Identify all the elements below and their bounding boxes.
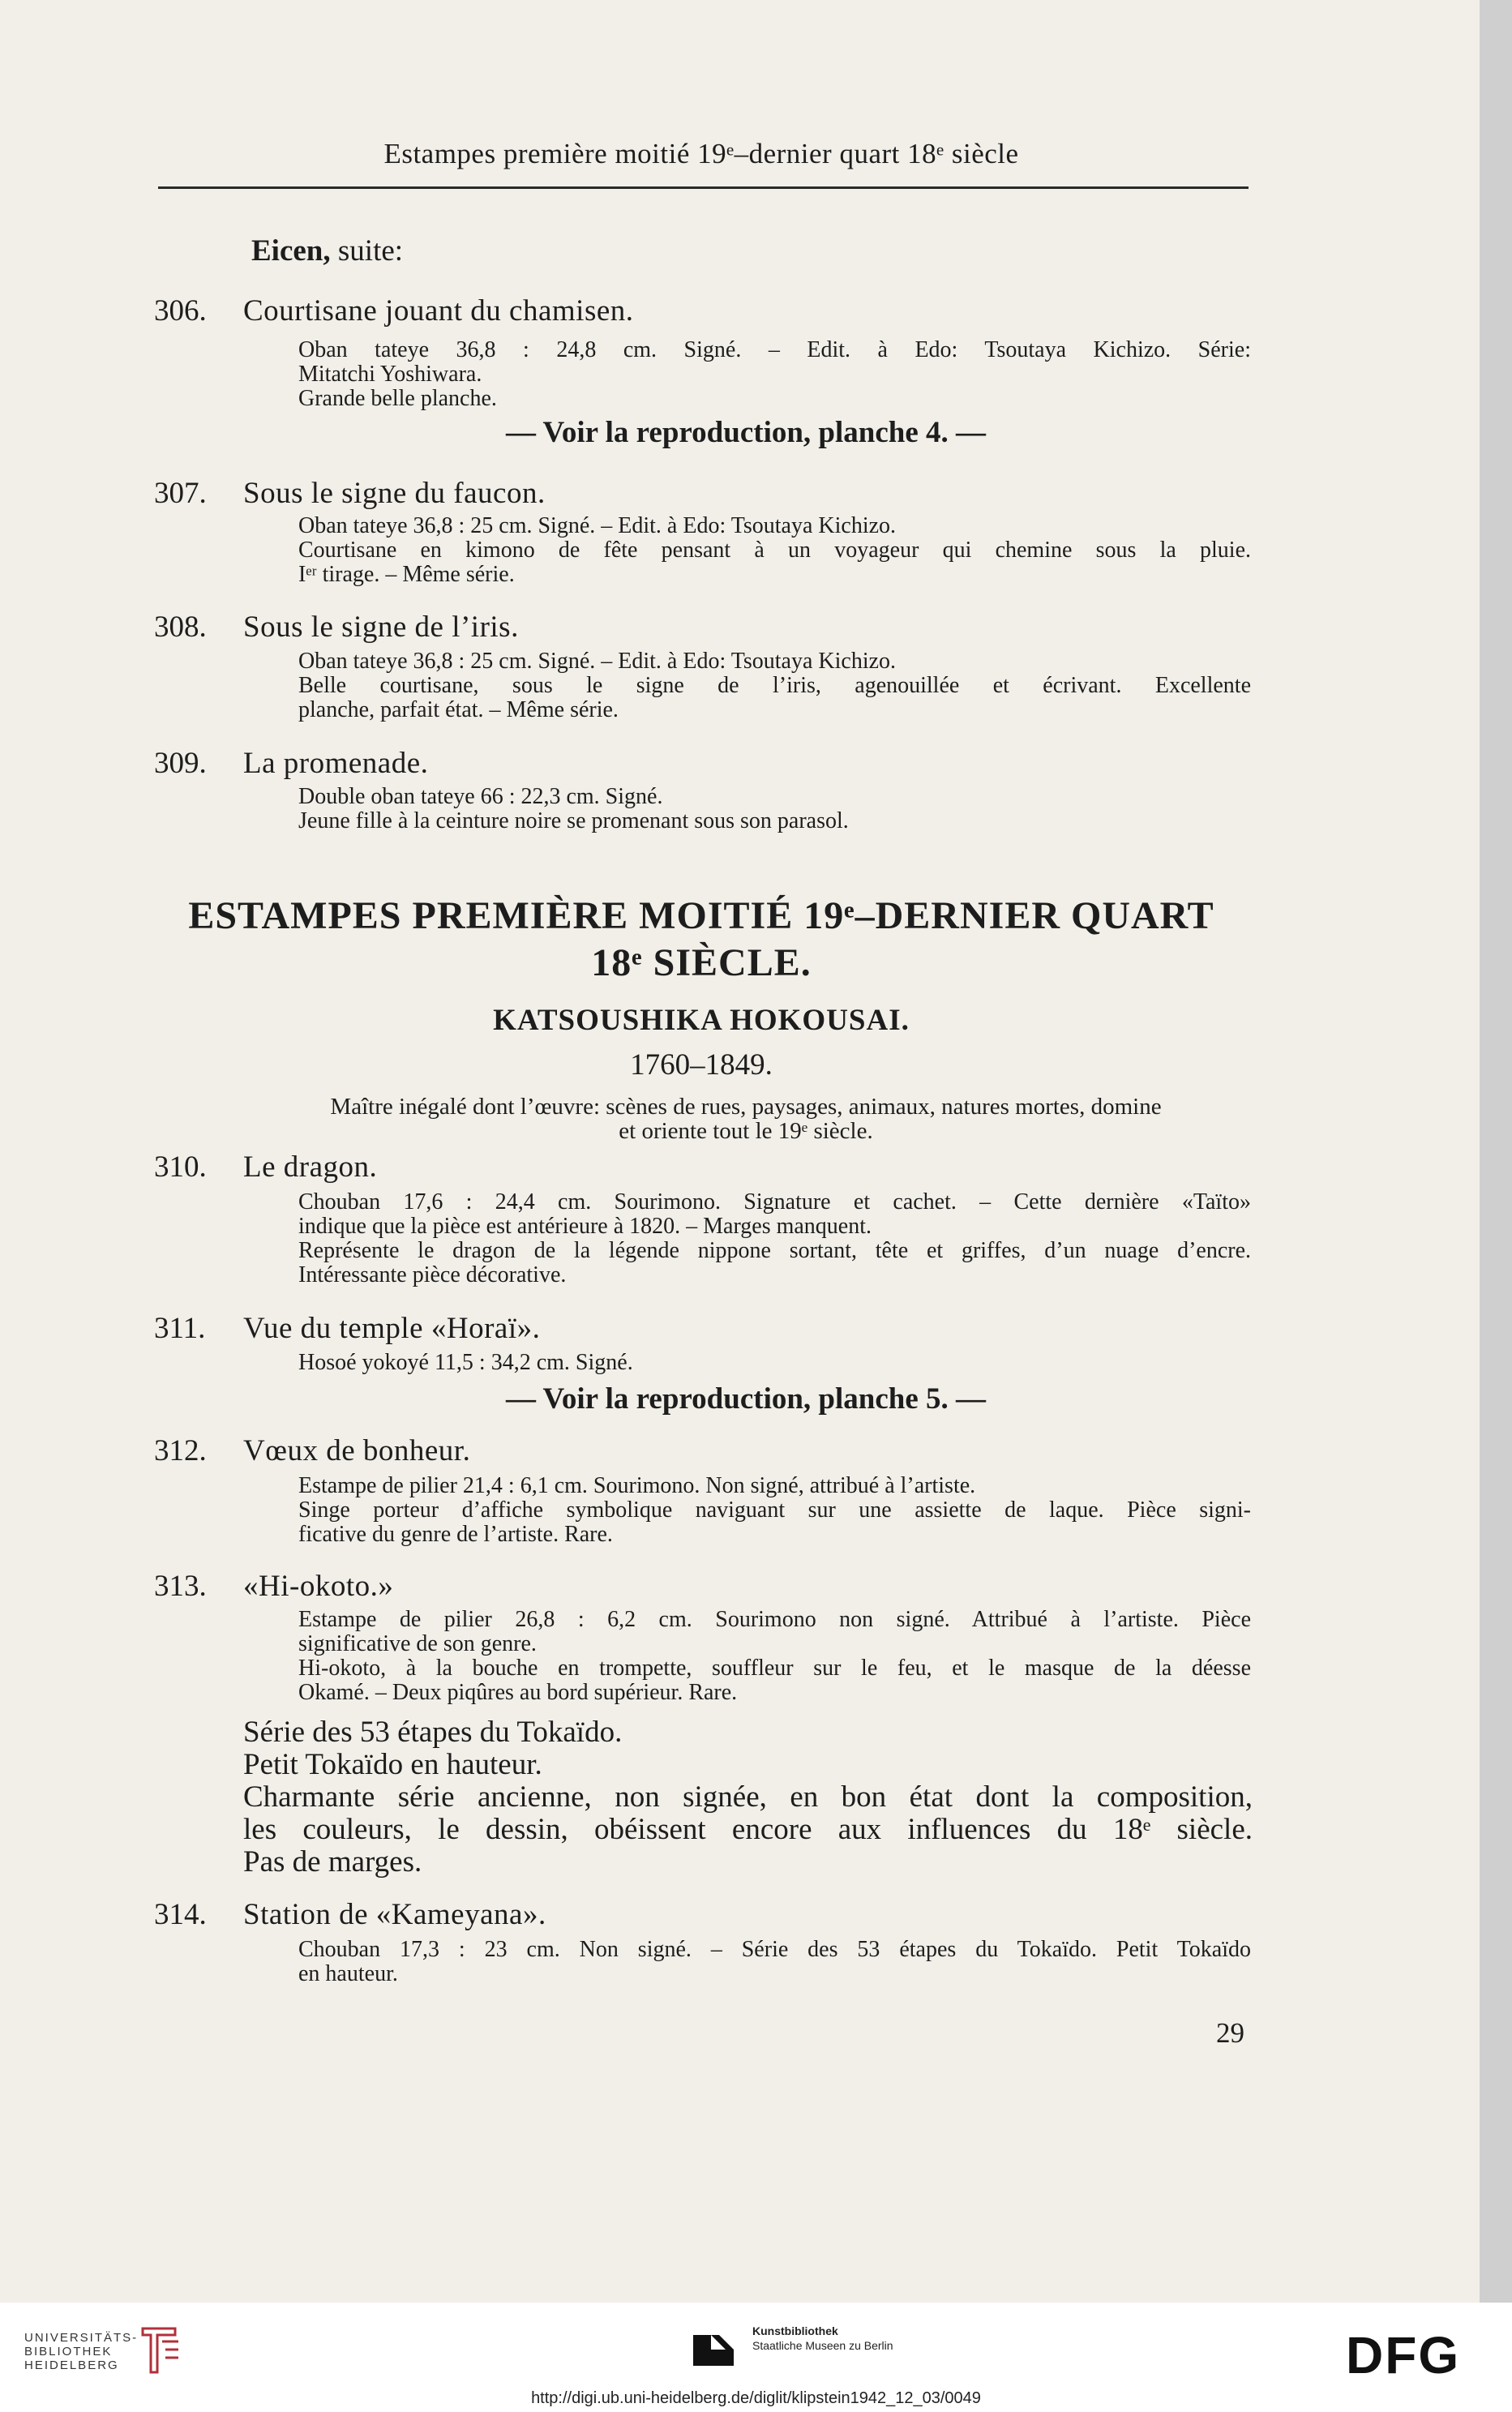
- detail-line: Oban tateye 36,8 : 25 cm. Signé. – Edit. à Edo: Tsoutaya Kichizo.: [298, 649, 897, 674]
- entry-number: 311.: [154, 1312, 206, 1345]
- detail-line: Chouban 17,3 : 23 cm. Non signé. – Série des 53 étapes du Tokaïdo. Petit Tokaïdo: [298, 1937, 1251, 1962]
- suite-label: suite:: [330, 234, 404, 268]
- entry-number: 312.: [154, 1434, 207, 1467]
- dfg-logo: DFG: [1346, 2326, 1461, 2384]
- detail-line: Chouban 17,6 : 24,4 cm. Sourimono. Signature et cachet. – Cette dernière «Taïto»: [298, 1189, 1251, 1215]
- entry-number: 306.: [154, 294, 207, 328]
- entry-title: Courtisane jouant du chamisen.: [243, 294, 634, 328]
- entry-details: [298, 649, 1251, 722]
- entry-number: 308.: [154, 610, 207, 644]
- kb-title: Kunstbibliothek: [752, 2324, 838, 2337]
- entry-title: Le dragon.: [243, 1150, 378, 1184]
- kb-subtitle: Staatliche Museen zu Berlin: [752, 2339, 893, 2352]
- kunstbibliothek-logo-icon: [693, 2327, 742, 2367]
- entry-title: Vue du temple «Horaï».: [243, 1312, 541, 1345]
- detail-line: Iᵉʳ tirage. – Même série.: [298, 562, 515, 587]
- heidelberg-line: HEIDELBERG: [24, 2358, 119, 2372]
- entry-title: «Hi-okoto.»: [243, 1570, 394, 1603]
- detail-line: Hosoé yokoyé 11,5 : 34,2 cm. Signé.: [298, 1350, 633, 1375]
- entry-number: 314.: [154, 1898, 207, 1931]
- entry-number: 313.: [154, 1570, 207, 1603]
- entry-details: [298, 785, 1251, 833]
- detail-line: Double oban tateye 66 : 22,3 cm. Signé.: [298, 784, 663, 809]
- heidelberg-line: BIBLIOTHEK: [24, 2345, 113, 2358]
- entry-number: 310.: [154, 1150, 207, 1184]
- page-number: 29: [1216, 2017, 1244, 2049]
- entry-details: [298, 514, 1251, 587]
- detail-line: Oban tateye 36,8 : 24,8 cm. Signé. – Edit. à Edo: Tsoutaya Kichizo. Série:: [298, 337, 1251, 362]
- detail-line: Hi-okoto, à la bouche en trompette, souffleur sur le feu, et le masque de la déesse: [298, 1656, 1251, 1681]
- entry-title: Sous le signe de l’iris.: [243, 610, 519, 644]
- entry-details: [298, 1190, 1251, 1287]
- series-note: [243, 1716, 1253, 1879]
- series-line: Série des 53 étapes du Tokaïdo.: [243, 1716, 623, 1749]
- detail-line: Estampe de pilier 21,4 : 6,1 cm. Sourimono. Non signé, attribué à l’artiste.: [298, 1473, 976, 1498]
- running-head: Estampes première moitié 19ᵉ–dernier quart 18ᵉ siècle: [383, 138, 1019, 169]
- artist-intro: [239, 1095, 1253, 1143]
- detail-line: Intéressante pièce décorative.: [298, 1262, 567, 1287]
- detail-line: planche, parfait état. – Même série.: [298, 697, 619, 722]
- intro-line: Maître inégalé dont l’œuvre: scènes de rues, paysages, animaux, natures mortes, domine: [330, 1094, 1162, 1120]
- series-line: Charmante série ancienne, non signée, en bon état dont la composition,: [243, 1780, 1253, 1814]
- artist-heading: KATSOUSHIKA HOKOUSAI.: [493, 1004, 910, 1037]
- detail-line: Grande belle planche.: [298, 386, 497, 411]
- heidelberg-logo-icon: [138, 2325, 183, 2376]
- entry-details: [298, 338, 1251, 411]
- entry-number: 307.: [154, 477, 207, 510]
- kunstbibliothek-label: [752, 2324, 893, 2353]
- detail-line: Okamé. – Deux piqûres au bord supérieur. Rare.: [298, 1680, 738, 1705]
- entry-details: [298, 1608, 1251, 1705]
- detail-line: Singe porteur d’affiche symbolique naviguant sur une assiette de laque. Pièce signi-: [298, 1497, 1251, 1523]
- section-heading-line1: ESTAMPES PREMIÈRE MOITIÉ 19ᵉ–DERNIER QUART: [188, 894, 1214, 937]
- series-line: les couleurs, le dessin, obéissent encore aux influences du 18ᵉ siècle.: [243, 1813, 1253, 1846]
- detail-line: Estampe de pilier 26,8 : 6,2 cm. Sourimono non signé. Attribué à l’artiste. Pièce: [298, 1607, 1251, 1632]
- section-continuation: [251, 233, 403, 268]
- detail-line: Représente le dragon de la légende nippone sortant, tête et griffes, d’un nuage d’encre.: [298, 1238, 1251, 1263]
- section-heading-line2: 18ᵉ SIÈCLE.: [591, 941, 812, 984]
- detail-line: Courtisane en kimono de fête pensant à un voyageur qui chemine sous la pluie.: [298, 538, 1251, 563]
- detail-line: en hauteur.: [298, 1961, 398, 1986]
- source-url[interactable]: http://digi.ub.uni-heidelberg.de/diglit/klipstein1942_12_03/0049: [531, 2389, 981, 2407]
- intro-line: et oriente tout le 19ᵉ siècle.: [619, 1118, 873, 1144]
- plate-reference: — Voir la reproduction, planche 5. —: [505, 1382, 987, 1416]
- entry-title: Vœux de bonheur.: [243, 1434, 471, 1467]
- series-line: Pas de marges.: [243, 1845, 422, 1879]
- artist-name-eicen: Eicen,: [251, 234, 331, 268]
- detail-line: Jeune fille à la ceinture noire se promenant sous son parasol.: [298, 808, 849, 833]
- entry-details: [298, 1351, 1251, 1375]
- heidelberg-line: UNIVERSITÄTS-: [24, 2331, 139, 2345]
- page-edge: [1480, 0, 1512, 2303]
- detail-line: significative de son genre.: [298, 1631, 537, 1656]
- heidelberg-library-label: [24, 2331, 138, 2372]
- detail-line: Mitatchi Yoshiwara.: [298, 362, 482, 387]
- artist-years: 1760–1849.: [630, 1048, 773, 1082]
- series-line: Petit Tokaïdo en hauteur.: [243, 1748, 542, 1781]
- plate-reference: — Voir la reproduction, planche 4. —: [505, 416, 987, 449]
- entry-details: [298, 1474, 1251, 1547]
- detail-line: indique que la pièce est antérieure à 1820. – Marges manquent.: [298, 1214, 872, 1239]
- detail-line: Oban tateye 36,8 : 25 cm. Signé. – Edit. à Edo: Tsoutaya Kichizo.: [298, 513, 897, 538]
- entry-title: La promenade.: [243, 747, 429, 780]
- detail-line: Belle courtisane, sous le signe de l’iris, agenouillée et écrivant. Excellente: [298, 673, 1251, 698]
- detail-line: ficative du genre de l’artiste. Rare.: [298, 1522, 613, 1547]
- entry-title: Sous le signe du faucon.: [243, 477, 546, 510]
- entry-details: [298, 1938, 1251, 1986]
- entry-title: Station de «Kameyana».: [243, 1898, 546, 1931]
- entry-number: 309.: [154, 747, 207, 780]
- header-rule: [158, 186, 1249, 189]
